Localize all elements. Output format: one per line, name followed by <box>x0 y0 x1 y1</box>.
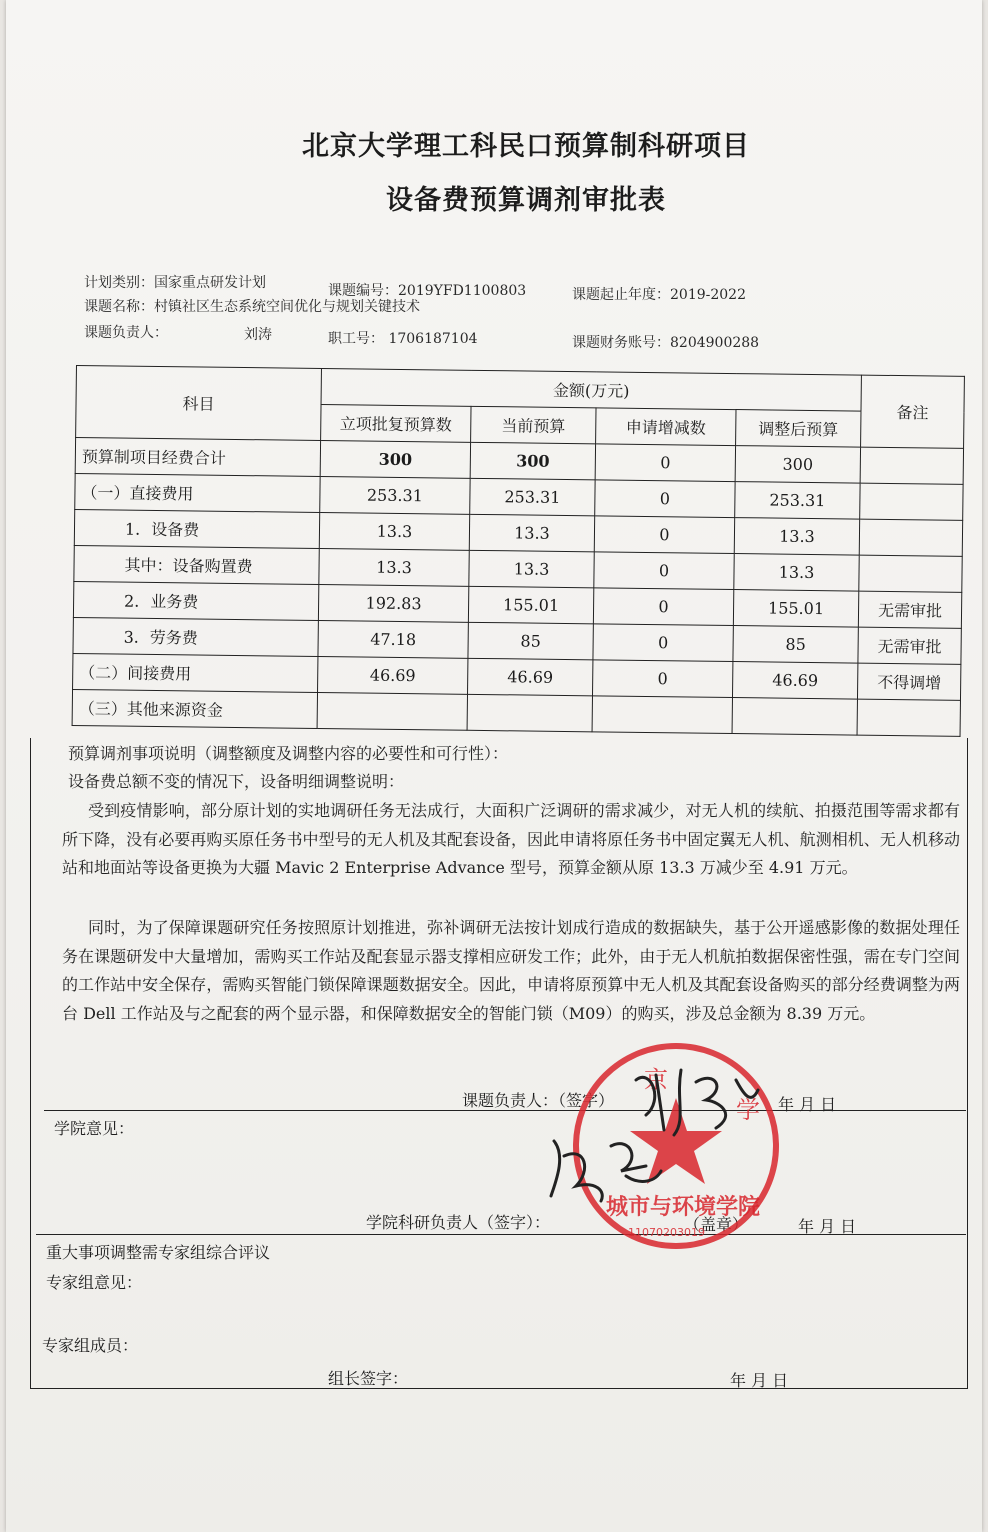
project-years: 课题起止年度：2019-2022 <box>572 287 746 303</box>
approved-value: 192.83 <box>318 584 468 622</box>
remark-header: 备注 <box>861 375 965 448</box>
row-subject: 1．设备费 <box>74 509 319 548</box>
change-value: 0 <box>594 516 734 554</box>
college-seal-label: （盖章） <box>684 1215 749 1234</box>
expert-note: 重大事项调整需专家组综合评议 <box>46 1243 271 1262</box>
row-subject: 预算制项目经费合计 <box>75 438 320 477</box>
adjusted-value: 13.3 <box>734 554 859 592</box>
row-subject: 2．业务费 <box>73 581 318 620</box>
explanation-paragraph-2: 同时，为了保障课题研究任务按照原计划推进，弥补调研无法按计划成行造成的数据缺失，基于公开遥感影像的数据处理任务在课题研发中大量增加，需购买工作站及配套显示器支撑相应研发工作；此外，由于无人机航拍数据保密性强，需在专门空间的工作站中安全保存，需购买智能门锁保障课题数据安全。因此，申请将原预算中无人机及其配套设备购买的部分经费调整为两台 Dell 工作站及与之配套的两个显示器，和保障数据安全的智能门锁（M09）的购买，涉及总金额为 8.39 万元。 <box>62 918 960 1023</box>
row-subject: （二）间接费用 <box>73 653 318 692</box>
approved-value: 300 <box>320 440 470 478</box>
row-subject: （三）其他来源资金 <box>72 689 317 728</box>
remark-value: 不得调增 <box>857 663 960 700</box>
project-code: 课题编号：2019YFD1100803 <box>328 283 527 299</box>
approved-value: 46.69 <box>318 656 468 694</box>
remark-value: 无需审批 <box>858 591 961 628</box>
remark-value: 无需审批 <box>858 627 961 664</box>
budget-table <box>72 365 965 737</box>
subject-header: 科目 <box>76 366 322 441</box>
college-signature <box>546 1126 666 1206</box>
project-leader-label: 课题负责人： <box>84 325 168 341</box>
stamp-text-right: 学 <box>736 1096 760 1124</box>
current-value: 85 <box>468 622 593 660</box>
divider-line <box>44 1110 966 1111</box>
amount-header: 金额(万元) <box>321 368 861 411</box>
change-value <box>592 696 732 734</box>
explanation-subheading: 设备费总额不变的情况下，设备明细调整说明： <box>68 772 405 791</box>
divider-line <box>36 1234 966 1235</box>
approved-value: 253.31 <box>320 476 470 514</box>
adjusted-value: 253.31 <box>735 482 860 520</box>
page-title-line1: 北京大学理工科民口预算制科研项目 <box>302 131 750 162</box>
plan-type: 计划类别：国家重点研发计划 <box>84 275 266 291</box>
explanation-heading: 预算调剂事项说明（调整额度及调整内容的必要性和可行性）： <box>68 744 509 763</box>
finance-account: 课题财务账号：8204900288 <box>572 335 760 351</box>
column-header: 申请增减数 <box>596 408 736 446</box>
approved-value: 47.18 <box>318 620 468 658</box>
column-header: 当前预算 <box>471 406 596 444</box>
approved-value: 13.3 <box>319 512 469 550</box>
change-value: 0 <box>595 480 735 518</box>
change-value: 0 <box>595 444 735 482</box>
change-value: 0 <box>593 624 733 662</box>
project-leader-name: 刘涛 <box>244 327 272 343</box>
staff-number: 职工号： 1706187104 <box>328 331 478 347</box>
expert-members-label: 专家组成员： <box>42 1336 139 1355</box>
current-value: 253.31 <box>470 478 595 516</box>
row-subject: 3．劳务费 <box>73 617 318 656</box>
document-page <box>6 0 982 1532</box>
page-title-line2: 设备费预算调剂审批表 <box>386 185 666 216</box>
explanation-paragraph-1: 受到疫情影响，部分原计划的实地调研任务无法成行，大面积广泛调研的需求减少，对无人机的续航、拍摄范围等需求都有所下降，没有必要再购买原任务书中型号的无人机及其配套设备，因此申请将原任务书中固定翼无人机、航测相机、无人机移动站和地面站等设备更换为大疆 Mavic 2 Enterprise Advance 型号，预算金额从原 13.3 万减少至 4.91 万元。 <box>62 801 960 877</box>
adjusted-value: 300 <box>735 446 860 484</box>
stamp-text-top: 京 <box>644 1066 668 1094</box>
current-value: 13.3 <box>469 514 594 552</box>
adjusted-value: 46.69 <box>732 662 857 700</box>
expert-leader-sign: 组长签字： <box>328 1369 409 1388</box>
stamp-code: 11070203019 <box>628 1226 705 1239</box>
current-value: 46.69 <box>468 658 593 696</box>
college-date: 年 月 日 <box>798 1217 857 1236</box>
change-value: 0 <box>594 552 734 590</box>
remark-value <box>859 519 962 556</box>
current-value: 155.01 <box>468 586 593 624</box>
project-leader-sign: 课题负责人：（签字） <box>462 1091 615 1110</box>
adjusted-value <box>732 698 857 736</box>
expert-date: 年 月 日 <box>730 1371 789 1390</box>
change-value: 0 <box>592 660 732 698</box>
change-value: 0 <box>593 588 733 626</box>
row-subject: （一）直接费用 <box>75 473 320 512</box>
remark-value <box>859 555 962 592</box>
adjusted-value: 85 <box>733 626 858 664</box>
project-leader-date: 年 月 日 <box>778 1095 837 1114</box>
approved-value: 13.3 <box>319 548 469 586</box>
college-sign-label: 学院科研负责人（签字）： <box>366 1213 551 1232</box>
remark-value <box>860 483 963 520</box>
adjusted-value: 13.3 <box>734 518 859 556</box>
approved-value <box>317 692 467 730</box>
current-value <box>467 694 592 732</box>
row-subject: 其中：设备购置费 <box>74 545 319 584</box>
column-header: 立项批复预算数 <box>321 404 471 442</box>
college-opinion-label: 学院意见： <box>54 1119 135 1138</box>
stamp-text-bottom: 城市与环境学院 <box>606 1195 761 1220</box>
current-value: 300 <box>470 442 595 480</box>
remark-value <box>860 447 963 484</box>
expert-opinion-label: 专家组意见： <box>46 1273 143 1292</box>
current-value: 13.3 <box>469 550 594 588</box>
project-name: 课题名称：村镇社区生态系统空间优化与规划关键技术 <box>84 299 420 315</box>
column-header: 调整后预算 <box>736 410 861 448</box>
adjusted-value: 155.01 <box>733 590 858 628</box>
remark-value <box>857 699 960 736</box>
